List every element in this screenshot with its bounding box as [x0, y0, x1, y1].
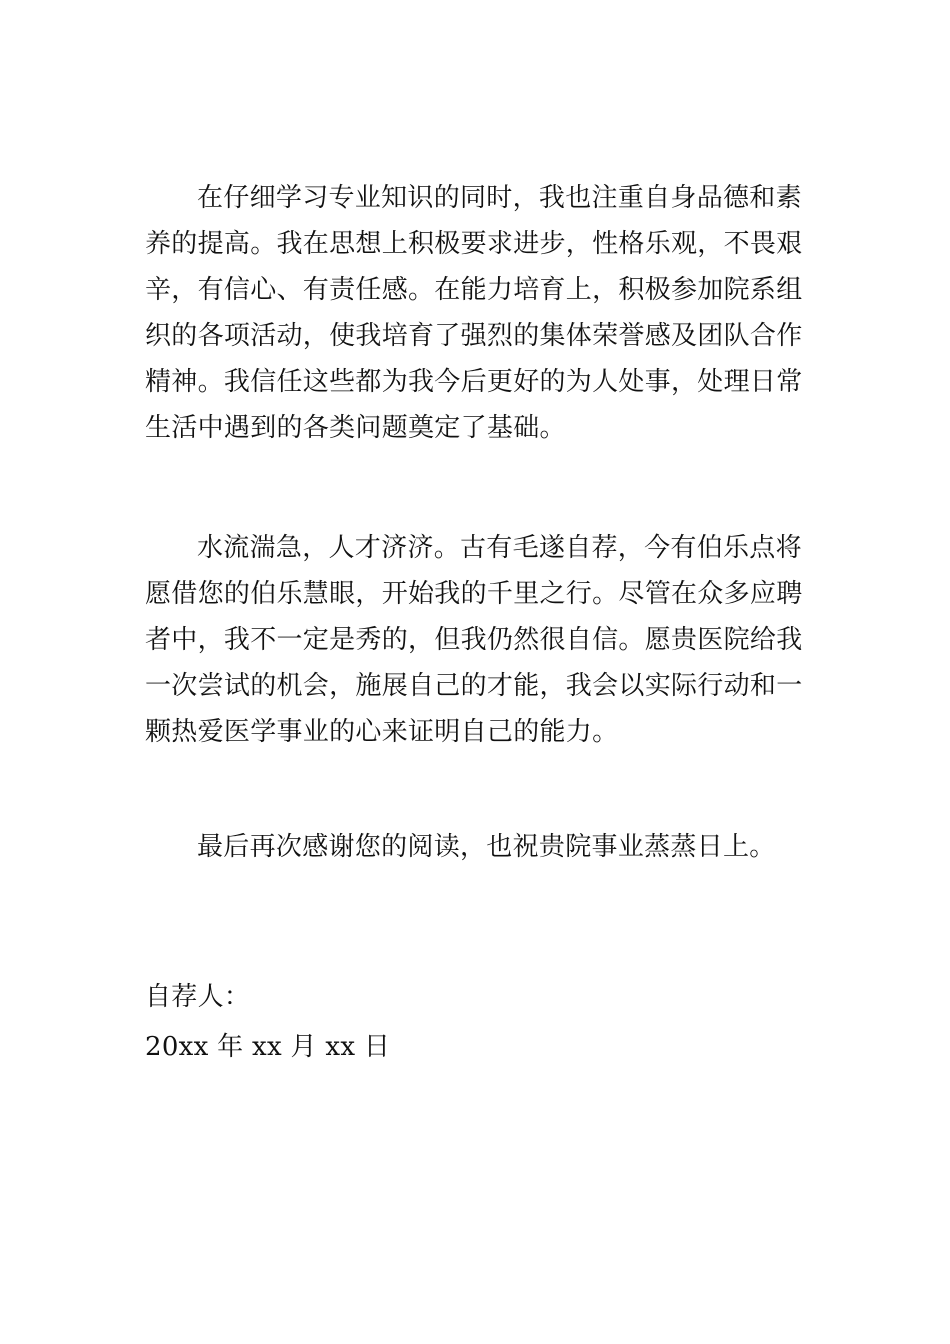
paragraph-line: 最后再次感谢您的阅读，也祝贵院事业蒸蒸日上。 [197, 832, 776, 862]
paragraph-line: 水流湍急，人才济济。古有毛遂自荐，今有伯乐点将 [197, 533, 802, 563]
paragraph-line: 生活中遇到的各类问题奠定了基础。 [145, 413, 566, 443]
paragraph-line: 者中，我不一定是秀的，但我仍然很自信。愿贵医院给我 [145, 625, 803, 655]
paragraph-line: 养的提高。我在思想上积极要求进步，性格乐观，不畏艰 [145, 229, 803, 259]
signature-text: 自荐人： [145, 982, 251, 1012]
paragraph-line: 辛，有信心、有责任感。在能力培育上，积极参加院系组 [145, 275, 803, 305]
signature-date [145, 1024, 810, 1070]
paragraph-self-cultivation [145, 175, 810, 451]
paragraph-closing [145, 824, 810, 870]
paragraph-line: 愿借您的伯乐慧眼，开始我的千里之行。尽管在众多应聘 [145, 579, 803, 609]
paragraph-request [145, 525, 810, 755]
signature-label [145, 974, 810, 1020]
paragraph-line: 精神。我信任这些都为我今后更好的为人处事，处理日常 [145, 367, 803, 397]
paragraph-line: 织的各项活动，使我培育了强烈的集体荣誉感及团队合作 [145, 321, 803, 351]
paragraph-line: 一次尝试的机会，施展自己的才能，我会以实际行动和一 [145, 671, 803, 701]
date-text: 20xx 年 xx 月 xx 日 [145, 1032, 391, 1062]
paragraph-line: 在仔细学习专业知识的同时，我也注重自身品德和素 [197, 183, 802, 213]
paragraph-line: 颗热爱医学事业的心来证明自己的能力。 [145, 717, 619, 747]
